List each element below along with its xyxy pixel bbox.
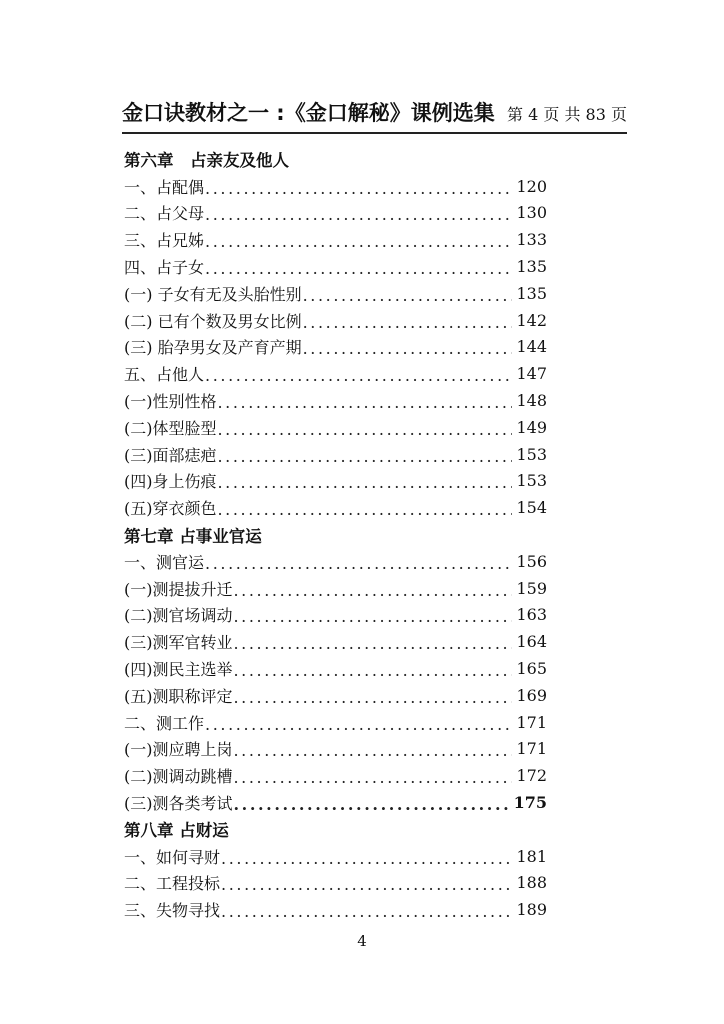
toc-entry-page: 164 xyxy=(516,632,547,652)
toc-entry-label: (一) 子女有无及头胎性别 xyxy=(124,284,302,304)
toc-entry-page: 144 xyxy=(516,337,547,357)
document-title: 金口诀教材之一 :《金口解秘》课例选集 xyxy=(122,101,495,125)
toc-chapter-heading: 第八章 占财运 xyxy=(124,821,229,841)
toc-entry-label: (二)测调动跳槽 xyxy=(124,767,233,787)
toc-entry-page: 142 xyxy=(516,310,547,330)
toc-entry-label: 一、测官运 xyxy=(124,552,205,572)
toc-entry xyxy=(124,468,547,495)
toc-entry-page: 154 xyxy=(516,498,547,518)
toc-entry-page: 159 xyxy=(516,578,547,598)
toc-entry-label: 四、占子女 xyxy=(124,258,205,278)
dot-leader xyxy=(234,607,513,626)
toc-entry xyxy=(124,200,547,227)
toc-entry xyxy=(124,414,547,441)
toc-entry xyxy=(124,843,547,870)
dot-leader xyxy=(205,715,512,734)
toc-entry xyxy=(124,736,547,763)
dot-leader xyxy=(221,902,512,921)
toc-entry-page: 171 xyxy=(516,739,547,759)
toc-entry xyxy=(124,896,547,923)
toc-entry-page: 153 xyxy=(516,471,547,491)
toc-entry-page: 189 xyxy=(516,900,547,920)
toc-entry xyxy=(124,870,547,897)
toc-entry-label: (二) 已有个数及男女比例 xyxy=(124,311,302,331)
toc-entry-page: 175 xyxy=(513,793,547,813)
toc-entry-label: (五)穿衣颜色 xyxy=(124,499,217,519)
dot-leader xyxy=(303,286,513,305)
dot-leader xyxy=(205,259,512,278)
dot-leader xyxy=(234,634,513,653)
dot-leader xyxy=(234,795,510,814)
page-info: 第 4 页 共 83 页 xyxy=(507,105,627,124)
toc-entry-page: 169 xyxy=(516,685,547,705)
toc-entry-page: 133 xyxy=(516,230,547,250)
toc-entry-label: (四)身上伤痕 xyxy=(124,472,217,492)
toc-entry xyxy=(124,789,547,816)
toc-entry-page: 172 xyxy=(516,766,547,786)
toc-entry-page: 171 xyxy=(516,712,547,732)
toc-entry-page: 135 xyxy=(516,283,547,303)
toc-entry-label: (五)测职称评定 xyxy=(124,686,233,706)
toc-entry-page: 156 xyxy=(516,551,547,571)
toc-entry-label: (二)体型脸型 xyxy=(124,418,217,438)
dot-leader xyxy=(221,875,512,894)
toc-entry-page: 153 xyxy=(516,444,547,464)
toc-entry-label: 一、占配偶 xyxy=(124,177,205,197)
page-number: 4 xyxy=(357,932,367,950)
dot-leader xyxy=(218,393,513,412)
toc-entry xyxy=(124,575,547,602)
toc-entry-label: (一)测提拔升迁 xyxy=(124,579,233,599)
toc-entry-page: 130 xyxy=(516,203,547,223)
toc-entry xyxy=(124,307,547,334)
toc-entry-label: 二、占父母 xyxy=(124,204,205,224)
toc-entry xyxy=(124,682,547,709)
dot-leader xyxy=(205,366,512,385)
toc-entry-label: 三、失物寻找 xyxy=(124,901,221,921)
toc-chapter-heading: 第六章 占亲友及他人 xyxy=(124,151,289,171)
dot-leader xyxy=(234,768,513,787)
toc-entry-label: (二)测官场调动 xyxy=(124,606,233,626)
toc-entry-label: 三、占兄姊 xyxy=(124,231,205,251)
dot-leader xyxy=(218,447,513,466)
toc-entry-label: 二、测工作 xyxy=(124,713,205,733)
toc-entry-page: 163 xyxy=(516,605,547,625)
page-header xyxy=(122,94,627,134)
toc-entry-label: 五、占他人 xyxy=(124,365,205,385)
toc-entry-label: (一)测应聘上岗 xyxy=(124,740,233,760)
dot-leader xyxy=(218,473,513,492)
toc-entry xyxy=(124,494,547,521)
toc-chapter-heading: 第七章 占事业官运 xyxy=(124,526,262,546)
toc-entry-page: 148 xyxy=(516,391,547,411)
toc-entry xyxy=(124,334,547,361)
dot-leader xyxy=(205,179,512,198)
dot-leader xyxy=(234,581,513,600)
toc-entry xyxy=(124,548,547,575)
toc-entry xyxy=(124,280,547,307)
toc-entry-label: (三) 胎孕男女及产育产期 xyxy=(124,338,302,358)
dot-leader xyxy=(303,339,513,358)
table-of-contents xyxy=(124,146,547,923)
toc-entry xyxy=(124,387,547,414)
toc-entry-page: 120 xyxy=(516,176,547,196)
toc-entry xyxy=(124,602,547,629)
toc-entry-label: (三)测各类考试 xyxy=(124,794,233,814)
toc-entry xyxy=(124,441,547,468)
toc-entry xyxy=(124,360,547,387)
toc-entry-label: (三)测军官转业 xyxy=(124,633,233,653)
toc-entry xyxy=(124,226,547,253)
toc-entry-label: 一、如何寻财 xyxy=(124,847,221,867)
dot-leader xyxy=(205,232,512,251)
toc-entry-page: 147 xyxy=(516,364,547,384)
toc-entry-label: (四)测民主选举 xyxy=(124,660,233,680)
toc-entry-label: (三)面部痣疤 xyxy=(124,445,217,465)
dot-leader xyxy=(205,554,512,573)
dot-leader xyxy=(234,688,513,707)
toc-entry xyxy=(124,253,547,280)
dot-leader xyxy=(234,741,513,760)
dot-leader xyxy=(303,313,513,332)
dot-leader xyxy=(218,420,513,439)
toc-entry xyxy=(124,762,547,789)
toc-entry-label: (一)性别性格 xyxy=(124,392,217,412)
toc-entry-label: 二、工程投标 xyxy=(124,874,221,894)
dot-leader xyxy=(205,205,512,224)
toc-entry xyxy=(124,709,547,736)
dot-leader xyxy=(221,849,512,868)
toc-entry-page: 181 xyxy=(516,846,547,866)
toc-entry xyxy=(124,173,547,200)
toc-entry xyxy=(124,655,547,682)
toc-entry-page: 149 xyxy=(516,417,547,437)
toc-entry-page: 165 xyxy=(516,659,547,679)
dot-leader xyxy=(234,661,513,680)
toc-entry-page: 188 xyxy=(516,873,547,893)
toc-entry xyxy=(124,628,547,655)
toc-entry-page: 135 xyxy=(516,257,547,277)
dot-leader xyxy=(218,500,513,519)
